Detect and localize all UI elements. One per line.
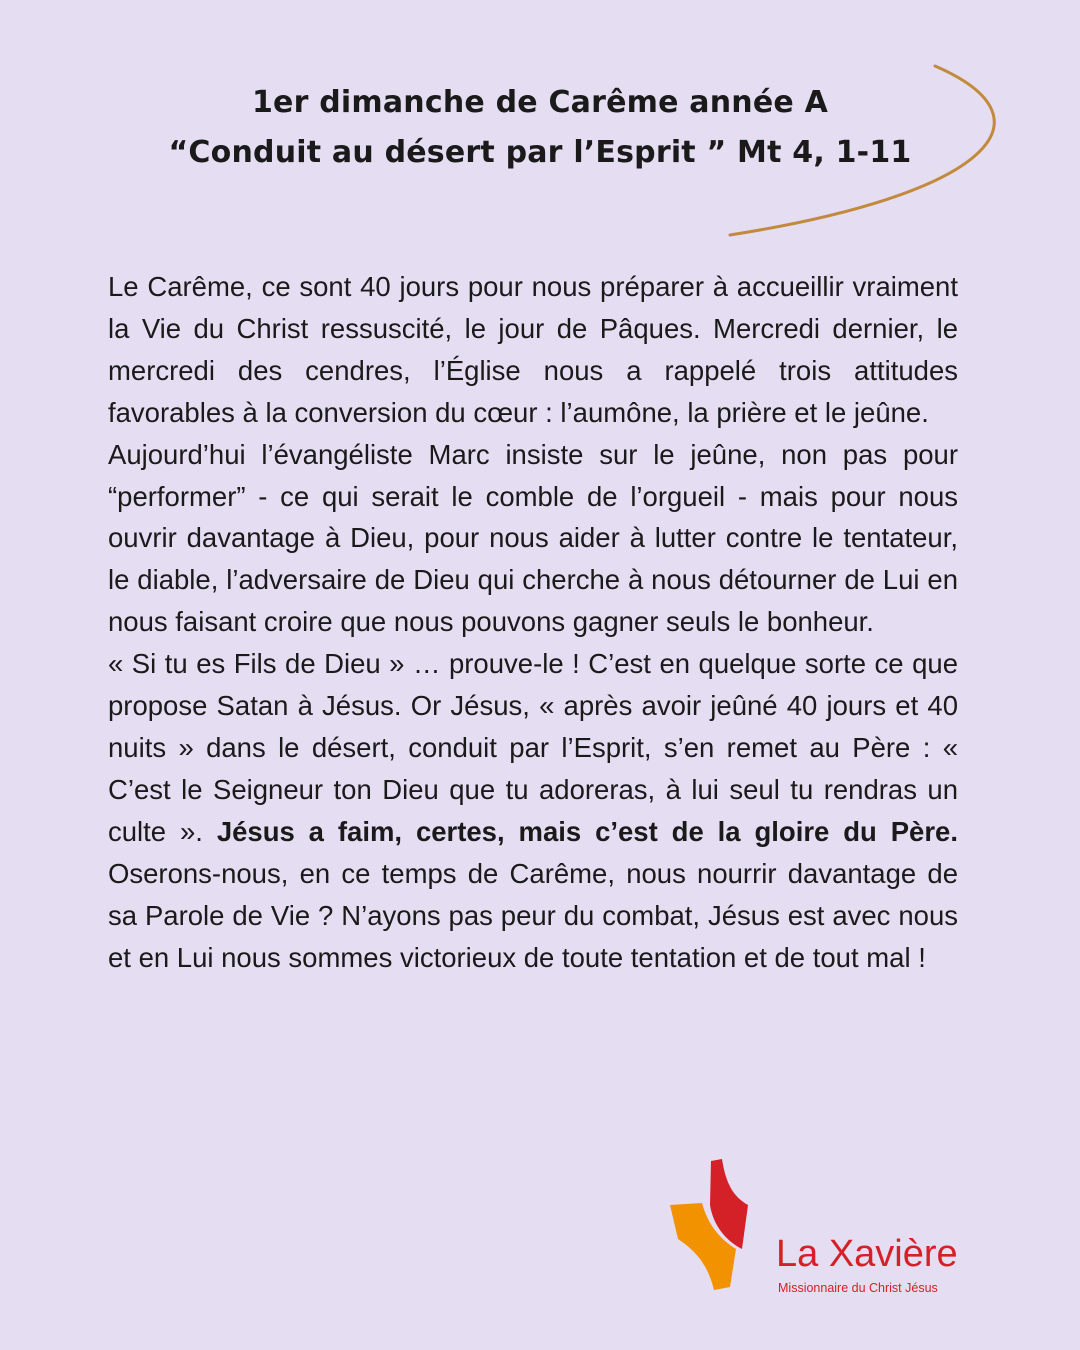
paragraph-3 bbox=[108, 643, 958, 978]
body-text bbox=[108, 266, 958, 978]
page-title bbox=[0, 78, 1080, 178]
logo-tagline: Missionnaire du Christ Jésus bbox=[778, 1281, 938, 1295]
paragraph-3-start: « Si tu es Fils de Dieu » … prouve-le ! C’est en quelque sorte ce que propose Satan à Jésus. Or Jésus, « après avoir jeûné 40 jours et 40 nuits » dans le désert, conduit par l’Esprit, s’en remet au Père : « C’est le Seigneur ton Dieu que tu adoreras, à lui seul tu rendras un culte ». bbox=[108, 648, 958, 847]
paragraph-3-end: Oserons-nous, en ce temps de Carême, nous nourrir davantage de sa Parole de Vie ? N’ayons pas peur du combat, Jésus est avec nous et en Lui nous sommes victorieux de toute tentation et de tout mal ! bbox=[108, 857, 958, 973]
title-line-2: “Conduit au désert par l’Esprit ” Mt 4, 1-11 bbox=[168, 135, 912, 170]
logo-name: La Xavière bbox=[776, 1233, 958, 1275]
paragraph-2: Aujourd’hui l’évangéliste Marc insiste sur le jeûne, non pas pour “performer” - ce qui serait le comble de l’orgueil - mais pour nous ouvrir davantage à Dieu, pour nous aider à lutter contre le tentateur, le diable, l’adversaire de Dieu qui cherche à nous détourner de Lui en nous faisant croire que nous pouvons gagner seuls le bonheur. bbox=[108, 438, 958, 638]
title-line-1: 1er dimanche de Carême année A bbox=[251, 85, 829, 120]
paragraph-3-bold: Jésus a faim, certes, mais c’est de la gloire du Père. bbox=[216, 815, 958, 847]
paragraph-1: Le Carême, ce sont 40 jours pour nous préparer à accueillir vraiment la Vie du Christ ressuscité, le jour de Pâques. Mercredi dernier, le mercredi des cendres, l’Église nous a rappelé trois attitudes favorables à la conversion du cœur : l’aumône, la prière et le jeûne. bbox=[108, 271, 958, 428]
